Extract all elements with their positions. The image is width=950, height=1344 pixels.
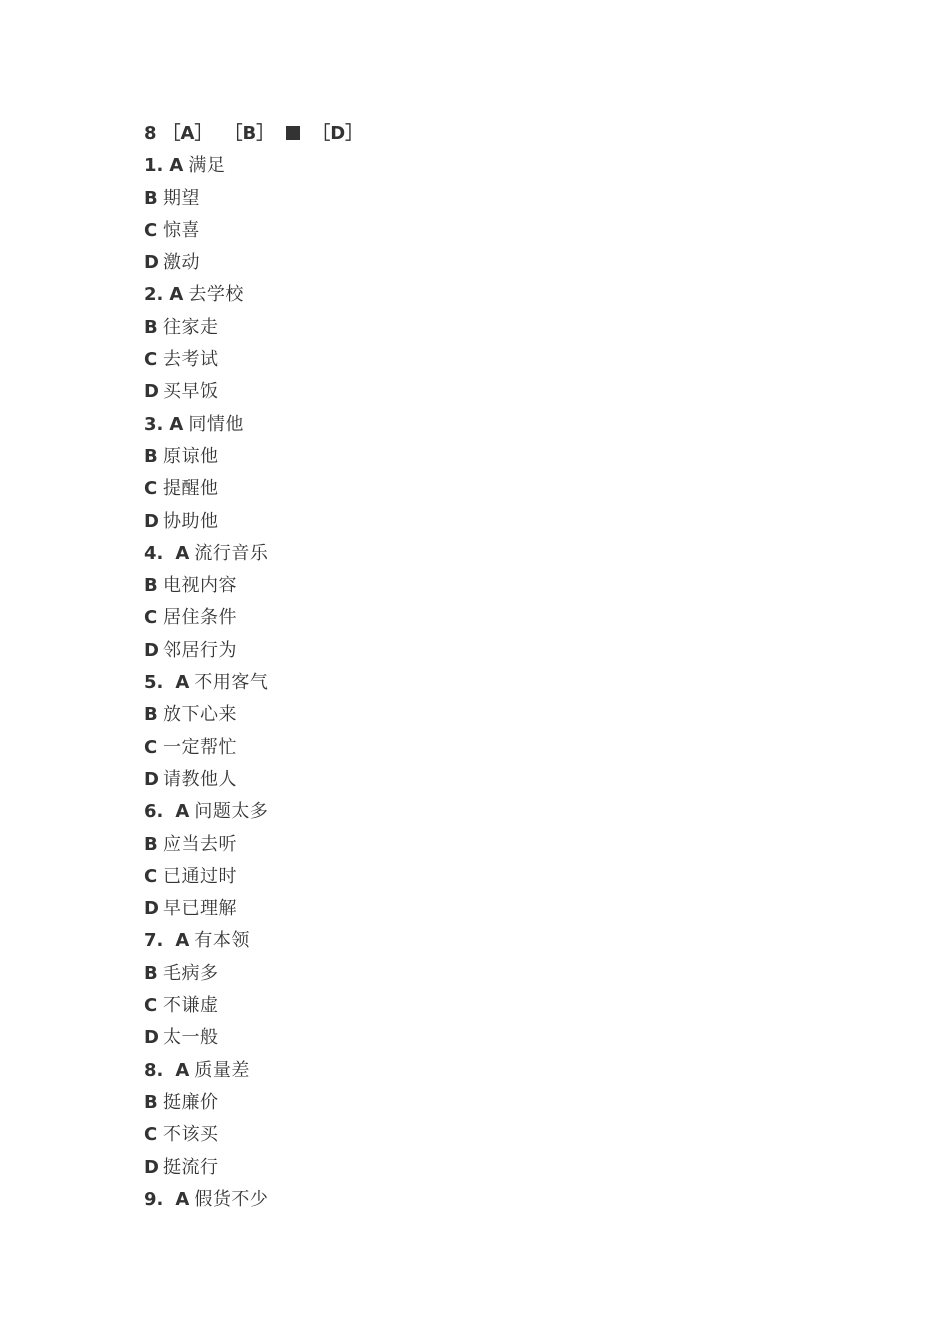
option-letter: A <box>175 1059 190 1081</box>
option-line <box>144 732 844 764</box>
option-text: 问题太多 <box>194 801 269 823</box>
option-text: 原谅他 <box>163 445 219 467</box>
option-text: 挺流行 <box>163 1156 219 1178</box>
option-text: 一定帮忙 <box>163 736 237 758</box>
option-line <box>144 1022 844 1054</box>
option-text: 激动 <box>163 252 200 274</box>
option-line <box>144 829 844 861</box>
option-text: 不该买 <box>163 1124 219 1146</box>
option-line <box>144 764 844 796</box>
question-number: 6. <box>144 801 164 823</box>
question-line <box>144 667 844 699</box>
option-line <box>144 958 844 990</box>
option-text: 假货不少 <box>194 1188 269 1210</box>
option-text: 有本领 <box>194 930 250 952</box>
question-list <box>144 150 844 1216</box>
option-line <box>144 183 844 215</box>
option-letter: A <box>175 1188 190 1210</box>
option-line <box>144 1119 844 1151</box>
question-line <box>144 1055 844 1087</box>
option-text: 惊喜 <box>163 219 200 241</box>
answer-choice-a: ［A］ <box>162 123 213 144</box>
question-line <box>144 1184 844 1216</box>
option-letter: B <box>144 962 158 984</box>
option-text: 毛病多 <box>163 962 219 984</box>
question-line <box>144 538 844 570</box>
option-letter: D <box>144 252 159 274</box>
option-text: 提醒他 <box>163 478 219 500</box>
option-text: 流行音乐 <box>194 542 269 564</box>
option-letter: D <box>144 898 159 920</box>
option-letter: B <box>144 445 158 467</box>
option-letter: C <box>144 1124 158 1146</box>
option-line <box>144 376 844 408</box>
option-line <box>144 1152 844 1184</box>
option-text: 电视内容 <box>163 575 237 597</box>
option-text: 期望 <box>163 187 200 209</box>
option-text: 去考试 <box>163 349 219 371</box>
option-line <box>144 441 844 473</box>
option-letter: A <box>175 930 190 952</box>
question-number: 8. <box>144 1059 164 1081</box>
option-text: 协助他 <box>163 510 219 532</box>
question-line <box>144 796 844 828</box>
option-line <box>144 473 844 505</box>
option-text: 太一般 <box>163 1027 219 1049</box>
option-letter: C <box>144 478 158 500</box>
option-text: 去学校 <box>188 284 244 306</box>
option-line <box>144 1087 844 1119</box>
option-line <box>144 344 844 376</box>
answer-choice-d: ［D］ <box>312 123 364 144</box>
option-line <box>144 215 844 247</box>
option-letter: B <box>144 833 158 855</box>
question-line <box>144 925 844 957</box>
option-letter: A <box>169 413 184 435</box>
option-line <box>144 861 844 893</box>
option-line <box>144 635 844 667</box>
option-text: 质量差 <box>194 1059 250 1081</box>
option-text: 邻居行为 <box>163 639 237 661</box>
option-line <box>144 602 844 634</box>
option-letter: B <box>144 1091 158 1113</box>
answer-header-number: 8 <box>144 123 157 144</box>
question-line <box>144 279 844 311</box>
option-line <box>144 699 844 731</box>
option-text: 应当去听 <box>163 833 237 855</box>
option-letter: C <box>144 349 158 371</box>
option-text: 买早饭 <box>163 381 219 403</box>
option-letter: D <box>144 510 159 532</box>
option-text: 不谦虚 <box>163 995 219 1017</box>
option-line <box>144 990 844 1022</box>
option-text: 同情他 <box>188 413 244 435</box>
question-number: 5. <box>144 672 164 694</box>
option-letter: B <box>144 316 158 338</box>
option-letter: A <box>169 284 184 306</box>
question-number: 7. <box>144 930 164 952</box>
option-letter: C <box>144 995 158 1017</box>
document-page <box>144 118 844 1216</box>
option-text: 挺廉价 <box>163 1091 219 1113</box>
answer-choice-b: ［B］ <box>224 123 275 144</box>
option-letter: D <box>144 381 159 403</box>
option-line <box>144 570 844 602</box>
option-letter: A <box>169 155 184 177</box>
option-line <box>144 312 844 344</box>
answer-header <box>144 118 844 150</box>
question-number: 9. <box>144 1188 164 1210</box>
question-number: 2. <box>144 284 164 306</box>
option-letter: C <box>144 865 158 887</box>
option-letter: B <box>144 704 158 726</box>
option-line <box>144 893 844 925</box>
option-text: 早已理解 <box>163 898 237 920</box>
option-text: 满足 <box>188 155 226 177</box>
option-letter: A <box>175 801 190 823</box>
option-text: 请教他人 <box>163 768 237 790</box>
option-letter: B <box>144 187 158 209</box>
option-letter: C <box>144 736 158 758</box>
option-line <box>144 247 844 279</box>
option-text: 已通过时 <box>163 865 237 887</box>
option-letter: D <box>144 639 159 661</box>
question-line <box>144 409 844 441</box>
question-number: 3. <box>144 413 164 435</box>
option-text: 居住条件 <box>163 607 237 629</box>
option-letter: C <box>144 607 158 629</box>
option-letter: D <box>144 1027 159 1049</box>
question-number: 4. <box>144 542 164 564</box>
option-letter: A <box>175 542 190 564</box>
question-line <box>144 150 844 182</box>
option-letter: D <box>144 1156 159 1178</box>
answer-choice-c-filled-mark <box>286 126 300 140</box>
option-text: 往家走 <box>163 316 219 338</box>
option-letter: D <box>144 768 159 790</box>
option-text: 不用客气 <box>194 672 269 694</box>
option-letter: B <box>144 575 158 597</box>
option-text: 放下心来 <box>163 704 237 726</box>
option-letter: A <box>175 672 190 694</box>
option-line <box>144 506 844 538</box>
option-letter: C <box>144 219 158 241</box>
question-number: 1. <box>144 155 164 177</box>
